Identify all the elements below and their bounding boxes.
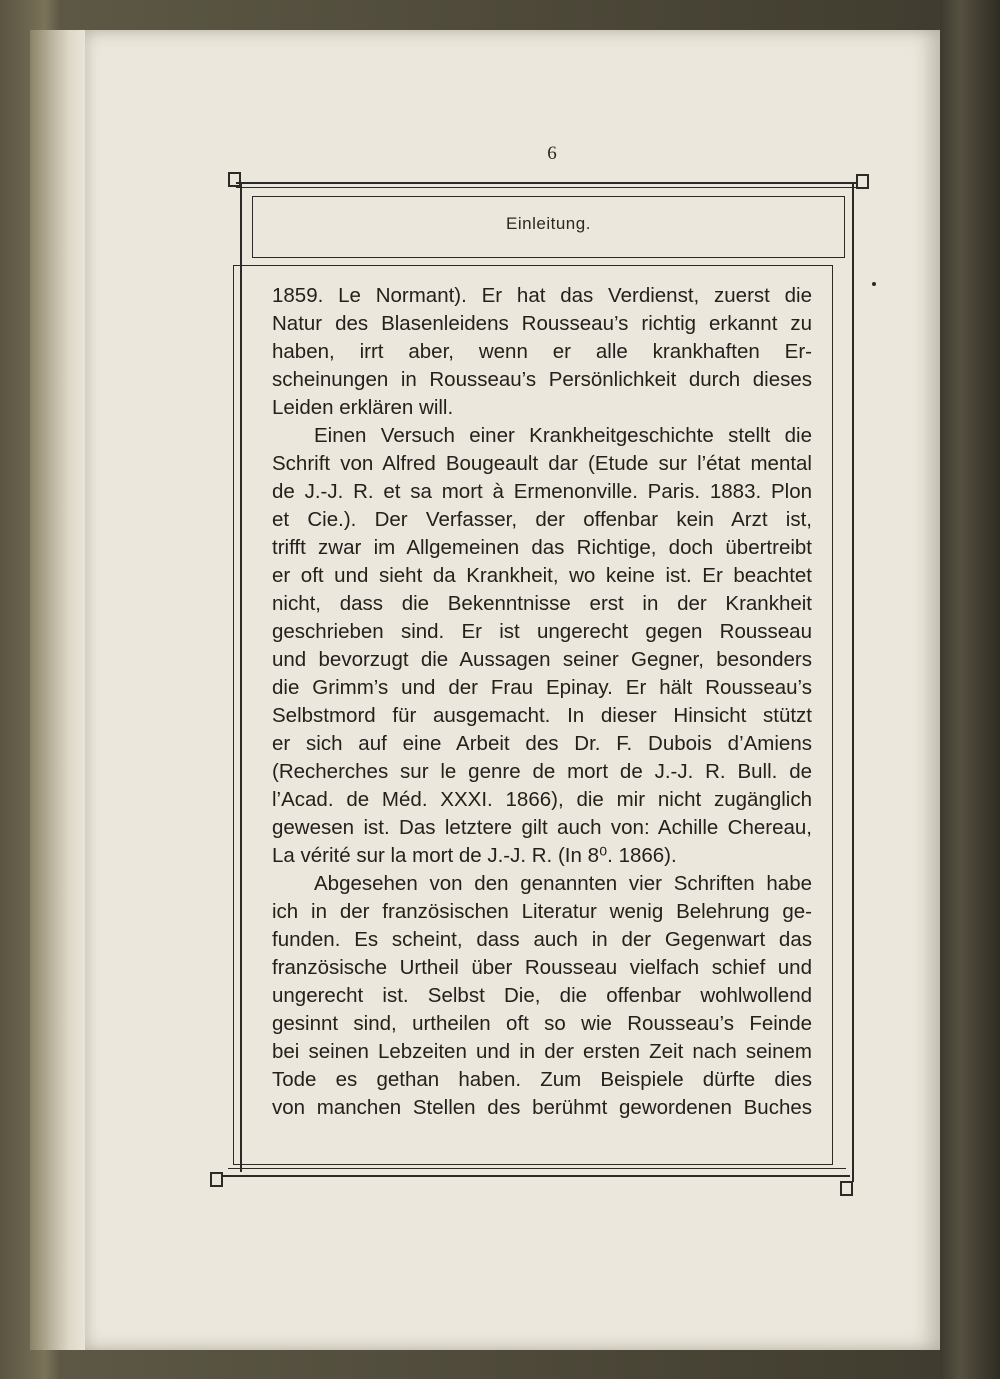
text-line: bei seinen Lebzeiten und in der ersten Zeit nach seinem: [272, 1040, 812, 1063]
page-number: 6: [547, 143, 557, 164]
text-line: die Grimm’s und der Frau Epinay. Er hält Rousseau’s: [272, 676, 812, 699]
text-line: et Cie.). Der Verfasser, der offenbar kein Arzt ist,: [272, 508, 812, 531]
text-line: französische Urtheil über Rousseau vielfach schief und: [272, 956, 812, 979]
text-line: l’Acad. de Méd. XXXI. 1866), die mir nicht zugänglich: [272, 788, 812, 811]
text-line: Leiden erklären will.: [272, 396, 454, 419]
text-line: gesinnt sind, urtheilen oft so wie Rousseau’s Feinde: [272, 1012, 812, 1035]
text-line: ungerecht ist. Selbst Die, die offenbar wohlwollend: [272, 984, 812, 1007]
frame-corner-bottom-left: [210, 1172, 223, 1187]
text-line: und bevorzugt die Aussagen seiner Gegner, besonders: [272, 648, 812, 671]
text-line: haben, irrt aber, wenn er alle krankhaften Er-: [272, 340, 812, 363]
text-line: La vérité sur la mort de J.-J. R. (In 8⁰. 1866).: [272, 844, 677, 867]
text-line: Abgesehen von den genannten vier Schriften habe: [314, 872, 812, 895]
frame-bottom-line: [222, 1175, 850, 1177]
text-line: Selbstmord für ausgemacht. In dieser Hinsicht stützt: [272, 704, 812, 727]
frame-top-line-inner: [236, 187, 858, 188]
text-line: er sich auf eine Arbeit des Dr. F. Dubois d’Amiens: [272, 732, 812, 755]
text-line: de J.-J. R. et sa mort à Ermenonville. Paris. 1883. Plon: [272, 480, 812, 503]
frame-top-line: [236, 182, 858, 184]
text-line: von manchen Stellen des berühmt gewordenen Buches: [272, 1096, 812, 1119]
text-line: Schrift von Alfred Bougeault dar (Etude sur l’état mental: [272, 452, 812, 475]
book-cover-edge: [940, 0, 1000, 1379]
frame-corner-bottom-right: [840, 1181, 853, 1196]
ink-speck: [872, 282, 876, 286]
text-line: trifft zwar im Allgemeinen das Richtige, doch übertreibt: [272, 536, 812, 559]
text-line: scheinungen in Rousseau’s Persönlichkeit durch dieses: [272, 368, 812, 391]
frame-bottom-line-inner: [228, 1168, 846, 1169]
frame-corner-top-left: [228, 172, 241, 187]
text-line: nicht, dass die Bekenntnisse erst in der Krankheit: [272, 592, 812, 615]
text-line: er oft und sieht da Krankheit, wo keine ist. Er beachtet: [272, 564, 812, 587]
text-line: gewesen ist. Das letztere gilt auch von: Achille Chereau,: [272, 816, 812, 839]
text-line: Einen Versuch einer Krankheitgeschichte stellt die: [314, 424, 812, 447]
text-line: ich in der französischen Literatur wenig Belehrung ge-: [272, 900, 812, 923]
frame-right-line: [852, 182, 854, 1182]
text-line: Tode es gethan haben. Zum Beispiele dürfte dies: [272, 1068, 812, 1091]
text-line: geschrieben sind. Er ist ungerecht gegen Rousseau: [272, 620, 812, 643]
text-line: funden. Es scheint, dass auch in der Gegenwart das: [272, 928, 812, 951]
text-line: Natur des Blasenleidens Rousseau’s richtig erkannt zu: [272, 312, 812, 335]
body-text: [272, 282, 812, 1122]
text-line: 1859. Le Normant). Er hat das Verdienst, zuerst die: [272, 284, 812, 307]
frame-corner-top-right: [856, 174, 869, 189]
text-line: (Recherches sur le genre de mort de J.-J. R. Bull. de: [272, 760, 812, 783]
running-header: Einleitung.: [506, 214, 591, 233]
